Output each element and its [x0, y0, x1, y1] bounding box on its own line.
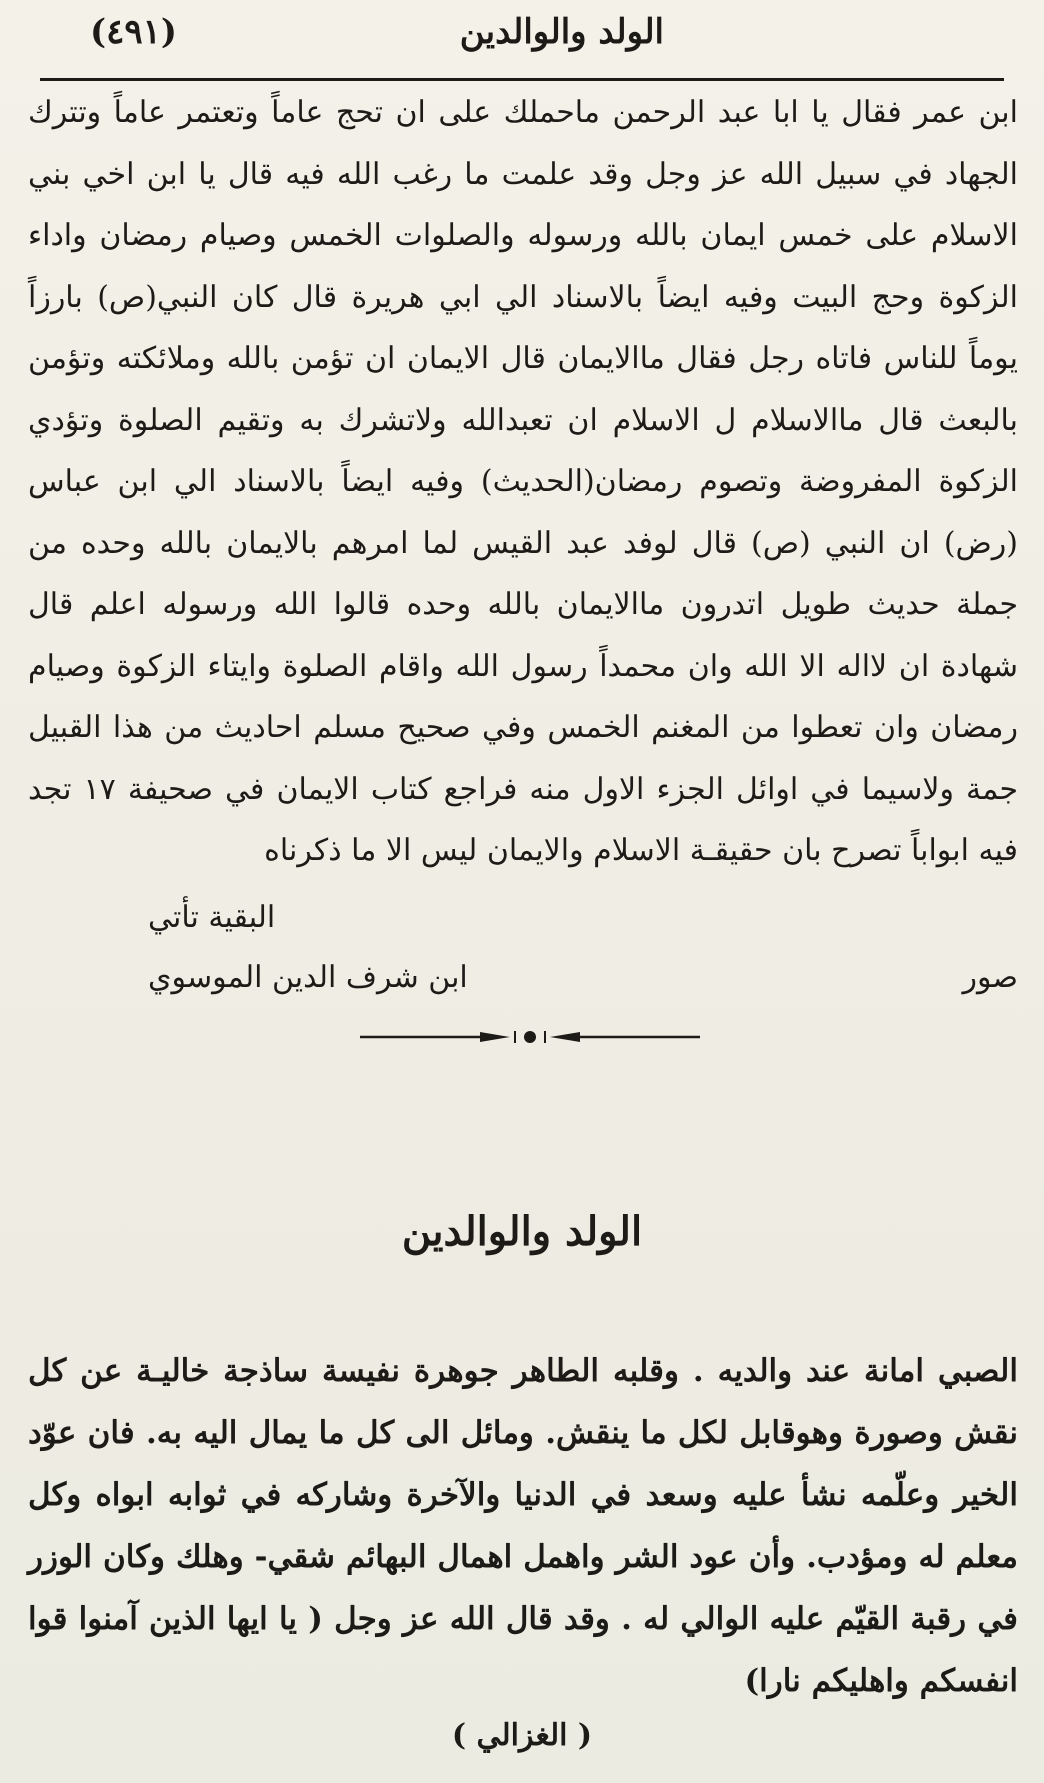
to-be-continued-note: البقية تأتي — [148, 900, 276, 935]
article-continuation — [28, 82, 1018, 882]
page-header — [70, 10, 1004, 62]
place-name: صور — [962, 960, 1018, 995]
section-attribution: ( الغزالي ) — [451, 1718, 593, 1753]
section-body: الصبي امانة عند والديه . وقلبه الطاهر جوهرة نفيسة ساذجة خاليـة عن كل نقش وصورة وهوقابل لكل ما ينقش. ومائل الى كل ما يمال اليه به. فان عوّد الخير وعلّمه نشأ عليه وسعد في الدنيا والآخرة وشاركه في ثوابه ابواه وكل معلم له ومؤدب. وأن عود الشر واهمل اهمال البهائم شقي- وهلك وكان الوزر في رقبة القيّم عليه الوالي له . وقد قال الله عز وجل ( يا ايها الذين آمنوا قوا انفسكم واهليكم نارا) — [28, 1353, 1018, 1699]
author-signature: ابن شرف الدين الموسوي — [148, 960, 468, 995]
article-signature-block — [28, 900, 1018, 1020]
header-rule — [40, 78, 1004, 81]
article-paragraph: ابن عمر فقال يا ابا عبد الرحمن ماحملك على ان تحج عاماً وتعتمر عاماً وتترك الجهاد في سبيل الله عز وجل وقد علمت ما رغب الله فيه قال يا ابن اخي بني الاسلام على خمس ايمان بالله ورسوله والصلوات الخمس وصيام رمضان واداء الزكوة وحج البيت وفيه ايضاً بالاسناد الي ابي هريرة قال كان النبي(ص) بارزاً يوماً للناس فاتاه رجل فقال ماالايمان قال الايمان ان تؤمن بالله وملائكته وتؤمن بالبعث قال ماالاسلام ل الاسلام ان تعبدالله ولاتشرك به وتقيم الصلوة وتؤدي الزكوة المفروضة وتصوم رمضان(الحديث) وفيه ايضاً بالاسناد الي ابن عباس (رض) ان النبي (ص) قال لوفد عبد القيس لما امرهم بالايمان بالله وحده من جملة حديث طويل اتدرون ماالايمان بالله وحده قالوا الله ورسوله اعلم قال شهادة ان لااله الا الله وان محمداً رسول الله واقام الصلوة وايتاء الزكوة وصيام رمضان وان تعطوا من المغنم الخمس وفي صحيح مسلم احاديث من هذا القبيل جمة ولاسيما في اوائل الجزء الاول منه فراجع كتاب الايمان في صحيفة ١٧ تجد فيه ابواباً تصرح بان حقيقـة الاسلام والايمان ليس الا ما ذكرناه — [28, 95, 1019, 868]
ornamental-divider — [360, 1027, 700, 1047]
running-title: الولد والوالدين — [459, 12, 664, 52]
page-number: (٤٩١) — [90, 12, 177, 52]
section-title: الولد والوالدين — [401, 1208, 643, 1255]
